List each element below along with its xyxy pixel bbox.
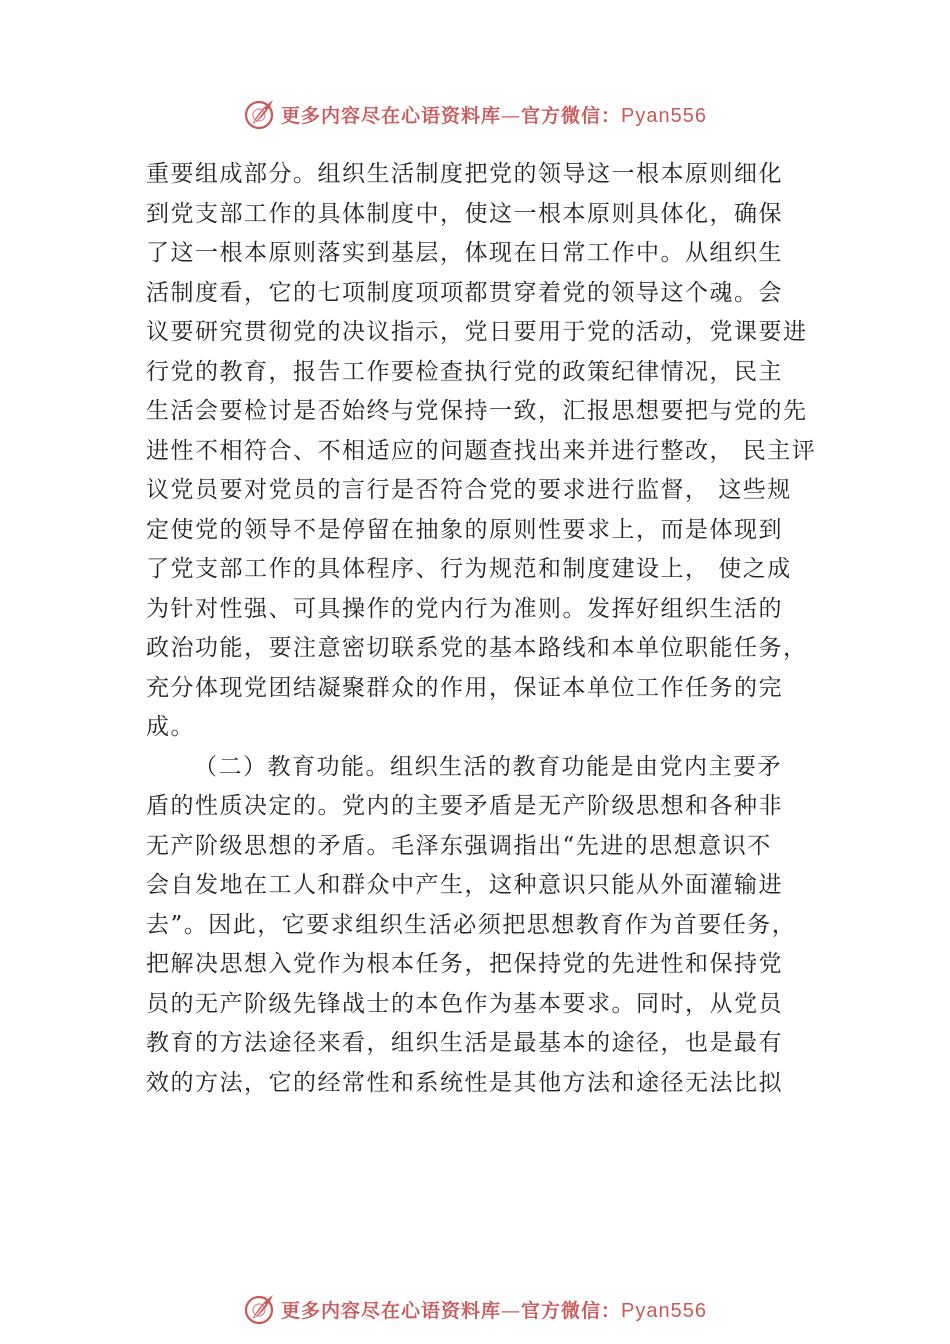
text-line: 员的无产阶级先锋战士的本色作为基本要求。同时，从党员 — [146, 990, 783, 1017]
banner-site-name: 更多内容尽在心语资料库 — [281, 1299, 502, 1322]
text-line: 定使党的领导不是停留在抽象的原则性要求上，而是体现到 — [146, 516, 783, 543]
text-line: 去”。因此，它要求组织生活必须把思想教育作为首要任务， — [146, 911, 797, 938]
quill-pen-logo-icon — [243, 97, 277, 131]
text-line: 政治功能，要注意密切联系党的基本路线和本单位职能任务， — [146, 635, 808, 661]
text-line: 充分体现党团结凝聚群众的作用，保证本单位工作任务的完 — [146, 674, 783, 701]
text-line: 为针对性强、可具操作的党内行为准则。发挥好组织生活的 — [146, 595, 783, 622]
text-line: 把解决思想入党作为根本任务，把保持党的先进性和保持党 — [146, 951, 783, 977]
text-line: 议要研究贯彻党的决议指示，党日要用于党的活动，党课要进 — [146, 319, 808, 345]
banner-separator: — — [501, 1299, 522, 1322]
document-body — [146, 155, 820, 1103]
text-line: 盾的性质决定的。党内的主要矛盾是无产阶级思想和各种非 — [146, 793, 783, 819]
quill-pen-logo-icon — [243, 1292, 277, 1326]
banner-text — [281, 101, 707, 128]
banner-site-name: 更多内容尽在心语资料库 — [281, 104, 502, 127]
text-line: 无产阶级思想的矛盾。毛泽东强调指出“先进的思想意识不 — [146, 832, 772, 859]
banner-wechat-id: Pyan556 — [621, 104, 707, 127]
text-line: 到党支部工作的具体制度中，使这一根本原则具体化，确保 — [146, 200, 783, 227]
text-line: 议党员要对党员的言行是否符合党的要求进行监督， 这些规 — [146, 477, 792, 503]
text-line: 行党的教育，报告工作要检查执行党的政策纪律情况，民主 — [146, 358, 783, 385]
text-line: 教育的方法途径来看，组织生活是最基本的途径，也是最有 — [146, 1030, 783, 1056]
banner-wechat-id: Pyan556 — [621, 1299, 707, 1322]
banner-text — [281, 1296, 707, 1323]
header-banner — [0, 94, 950, 134]
text-line: 会自发地在工人和群众中产生，这种意识只能从外面灌输进 — [146, 872, 783, 898]
text-line: 生活会要检讨是否始终与党保持一致，汇报思想要把与党的先 — [146, 398, 808, 424]
text-line: 效的方法，它的经常性和系统性是其他方法和途径无法比拟 — [146, 1069, 783, 1096]
text-line: 了这一根本原则落实到基层，体现在日常工作中。从组织生 — [146, 240, 783, 266]
text-line: 活制度看，它的七项制度项项都贯穿着党的领导这个魂。会 — [146, 279, 783, 306]
footer-banner — [0, 1289, 950, 1329]
banner-wechat-label: 官方微信： — [521, 104, 622, 127]
text-line: 了党支部工作的具体程序、行为规范和制度建设上， 使之成 — [146, 556, 792, 582]
text-line: 进性不相符合、不相适应的问题查找出来并进行整改， 民主评 — [146, 437, 817, 464]
text-line: 重要组成部分。组织生活制度把党的领导这一根本原则细化 — [146, 161, 783, 187]
banner-separator: — — [501, 104, 522, 127]
section-heading-line: （二）教育功能。组织生活的教育功能是由党内主要矛 — [194, 753, 782, 780]
banner-wechat-label: 官方微信： — [521, 1299, 622, 1322]
text-line: 成。 — [146, 714, 195, 740]
